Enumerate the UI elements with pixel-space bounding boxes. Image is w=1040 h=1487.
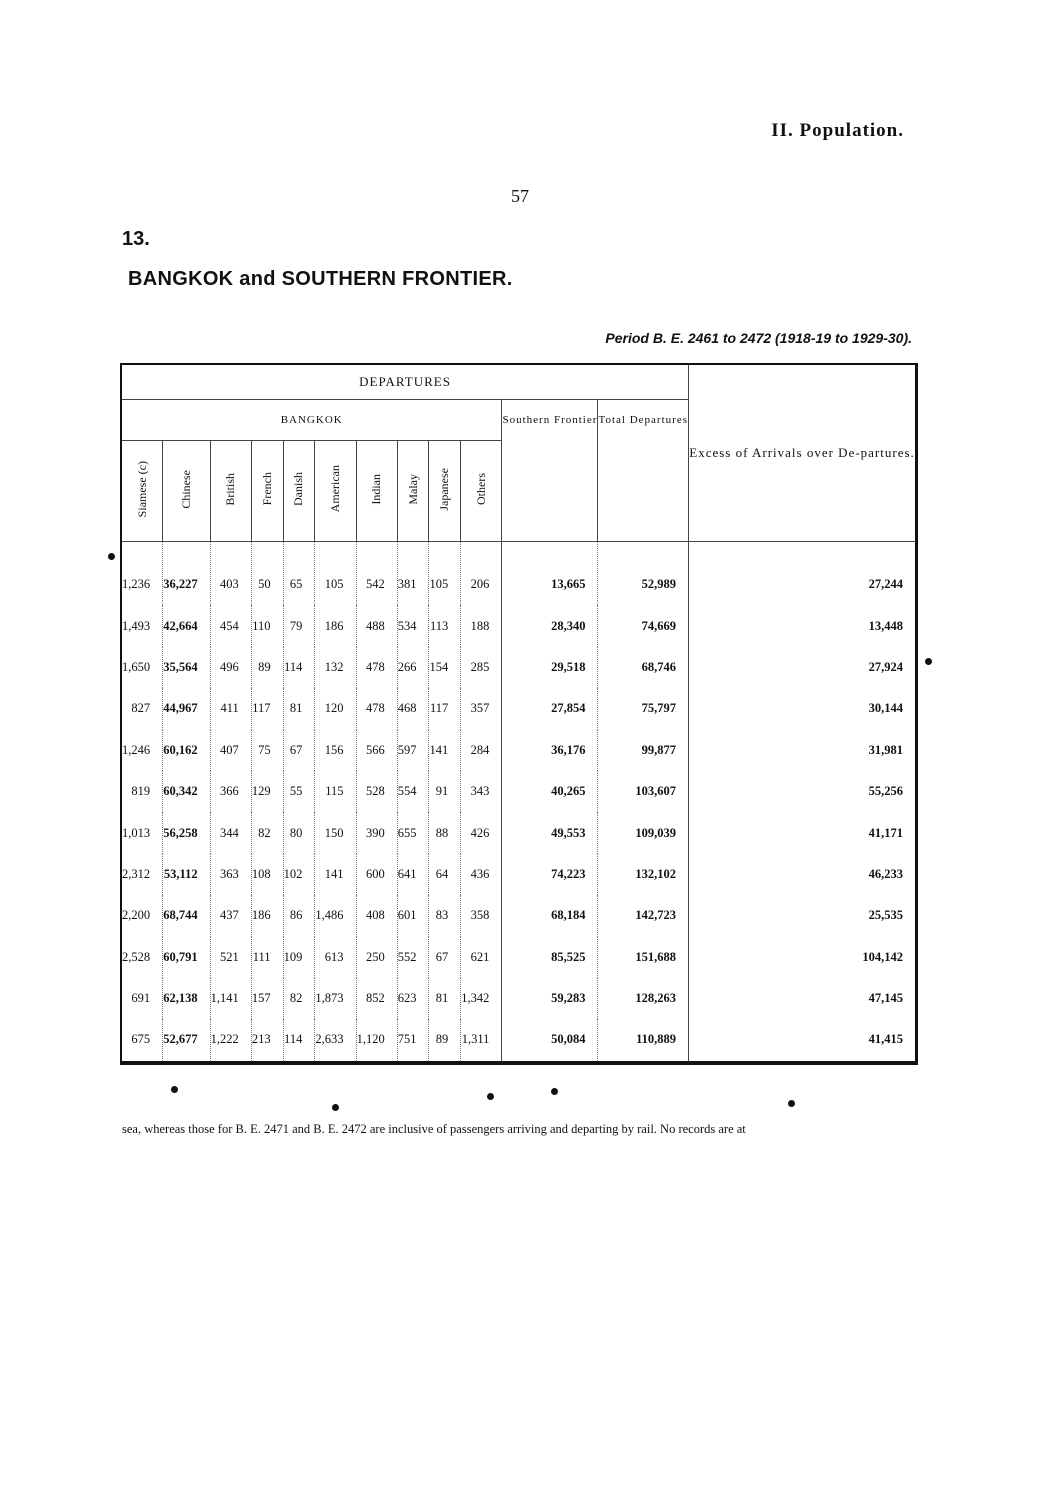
table-cell: 55,256	[689, 771, 917, 812]
table-cell: 827	[131, 701, 151, 716]
table-cell: 2,528	[122, 949, 151, 964]
column-header-label: Siamese (c)	[134, 460, 149, 518]
excess-header: Excess of Arrivals over De-partures.	[689, 364, 917, 542]
table-cell: 115	[315, 771, 356, 812]
table-cell: 151,688	[598, 937, 689, 978]
table-cell: 601	[397, 895, 429, 936]
table-cell: 1,493	[122, 618, 151, 633]
page-number: 57	[511, 186, 529, 206]
table-row	[121, 812, 917, 853]
table-row	[121, 854, 917, 895]
table-cell: 132	[315, 647, 356, 688]
table-cell: 36,227	[163, 542, 210, 606]
table-row	[121, 688, 917, 729]
table-cell: 250	[356, 937, 397, 978]
bangkok-header: BANGKOK	[121, 400, 502, 441]
table-cell: 50	[251, 542, 283, 606]
column-header	[163, 441, 210, 542]
column-header	[397, 441, 429, 542]
table-cell: 27,244	[689, 542, 917, 606]
table-cell: 56,258	[163, 812, 210, 853]
table-cell: 110,889	[598, 1019, 689, 1062]
table-cell: 621	[461, 937, 502, 978]
table-cell: 89	[429, 1019, 461, 1062]
table-cell: 83	[429, 895, 461, 936]
table-cell: 363	[210, 854, 251, 895]
table-cell: 82	[251, 812, 283, 853]
table-cell: 206	[461, 542, 502, 606]
table-cell: 597	[397, 730, 429, 771]
table-cell: 105	[429, 542, 461, 606]
column-header-label: Japanese	[437, 467, 452, 511]
column-header	[429, 441, 461, 542]
table-cell: 534	[397, 605, 429, 646]
table-cell: 141	[429, 730, 461, 771]
table-cell: 613	[315, 937, 356, 978]
table-cell: 74,223	[502, 854, 598, 895]
table-cell: 68,744	[163, 895, 210, 936]
table-cell: 1,311	[461, 1019, 502, 1062]
table-cell: 819	[131, 784, 151, 799]
table-number: 13.	[122, 228, 150, 250]
table-cell: 60,791	[163, 937, 210, 978]
table-cell: 641	[397, 854, 429, 895]
table-cell: 407	[210, 730, 251, 771]
column-header-label: Others	[473, 473, 488, 505]
table-cell: 623	[397, 978, 429, 1019]
column-header-label: American	[327, 465, 342, 513]
table-cell: 675	[131, 1032, 151, 1047]
table-cell: 1,873	[315, 978, 356, 1019]
table-cell: 358	[461, 895, 502, 936]
table-cell: 1,141	[210, 978, 251, 1019]
table-cell: 114	[283, 647, 315, 688]
column-header	[283, 441, 315, 542]
table-cell: 266	[397, 647, 429, 688]
table-cell: 88	[429, 812, 461, 853]
table-cell: 86	[283, 895, 315, 936]
table-cell: 35,564	[163, 647, 210, 688]
table-cell: 109,039	[598, 812, 689, 853]
table-cell: 120	[315, 688, 356, 729]
table-cell: 142,723	[598, 895, 689, 936]
table-cell: 357	[461, 688, 502, 729]
table-row	[121, 895, 917, 936]
table-cell: 64	[429, 854, 461, 895]
table-cell: 81	[429, 978, 461, 1019]
table-cell: 110	[251, 605, 283, 646]
table-cell: 108	[251, 854, 283, 895]
table-cell: 1,013	[122, 825, 151, 840]
table-cell: 156	[315, 730, 356, 771]
section-heading: II. Population.	[771, 120, 904, 141]
table-cell: 468	[397, 688, 429, 729]
table-cell: 403	[210, 542, 251, 606]
table-cell: 132,102	[598, 854, 689, 895]
table-cell: 129	[251, 771, 283, 812]
table-cell: 128,263	[598, 978, 689, 1019]
table-row	[121, 647, 917, 688]
table-cell: 42,664	[163, 605, 210, 646]
table-cell: 186	[315, 605, 356, 646]
table-cell: 285	[461, 647, 502, 688]
table-cell: 52,989	[598, 542, 689, 606]
southern-frontier-header: Southern Frontier	[502, 400, 598, 542]
total-departures-header: Total Departures	[598, 400, 689, 542]
table-cell: 99,877	[598, 730, 689, 771]
table-row	[121, 978, 917, 1019]
table-cell: 114	[283, 1019, 315, 1062]
table-cell: 67	[429, 937, 461, 978]
table-cell: 154	[429, 647, 461, 688]
table-cell: 542	[356, 542, 397, 606]
table-cell: 55	[283, 771, 315, 812]
table-cell: 50,084	[502, 1019, 598, 1062]
table-cell: 1,342	[461, 978, 502, 1019]
table-cell: 496	[210, 647, 251, 688]
table-cell: 655	[397, 812, 429, 853]
column-header-label: French	[259, 472, 274, 506]
table-cell: 59,283	[502, 978, 598, 1019]
table-cell: 528	[356, 771, 397, 812]
table-cell: 49,553	[502, 812, 598, 853]
table-cell: 554	[397, 771, 429, 812]
table-row	[121, 1019, 917, 1062]
table-cell: 852	[356, 978, 397, 1019]
scan-speck	[551, 1088, 558, 1095]
table-cell: 52,677	[163, 1019, 210, 1062]
table-cell: 186	[251, 895, 283, 936]
table-row	[121, 605, 917, 646]
table-row	[121, 730, 917, 771]
table-cell: 53,112	[163, 854, 210, 895]
table-cell: 27,854	[502, 688, 598, 729]
table-cell: 80	[283, 812, 315, 853]
table-cell: 40,265	[502, 771, 598, 812]
table-cell: 213	[251, 1019, 283, 1062]
table-cell: 102	[283, 854, 315, 895]
table-cell: 113	[429, 605, 461, 646]
column-header-label: Indian	[369, 473, 384, 505]
table-cell: 79	[283, 605, 315, 646]
table-cell: 62,138	[163, 978, 210, 1019]
table-cell: 85,525	[502, 937, 598, 978]
table-cell: 454	[210, 605, 251, 646]
table-row	[121, 771, 917, 812]
scan-speck	[108, 553, 115, 560]
table-cell: 552	[397, 937, 429, 978]
table-cell: 91	[429, 771, 461, 812]
table-cell: 411	[210, 688, 251, 729]
table-cell: 691	[131, 991, 151, 1006]
table-cell: 1,120	[356, 1019, 397, 1062]
scan-speck	[171, 1086, 178, 1093]
column-header-label: British	[223, 472, 238, 506]
table-cell: 31,981	[689, 730, 917, 771]
table-cell: 68,184	[502, 895, 598, 936]
table-cell: 13,665	[502, 542, 598, 606]
table-cell: 2,312	[122, 866, 151, 881]
table-cell: 188	[461, 605, 502, 646]
period-label: Period B. E. 2461 to 2472 (1918-19 to 1929-30).	[605, 330, 912, 346]
table-cell: 27,924	[689, 647, 917, 688]
column-header	[356, 441, 397, 542]
table-cell: 46,233	[689, 854, 917, 895]
table-cell: 30,144	[689, 688, 917, 729]
table-cell: 60,342	[163, 771, 210, 812]
departures-header: DEPARTURES	[121, 364, 689, 400]
table-cell: 13,448	[689, 605, 917, 646]
table-cell: 75,797	[598, 688, 689, 729]
table-cell: 2,633	[315, 1019, 356, 1062]
table-cell: 103,607	[598, 771, 689, 812]
table-cell: 437	[210, 895, 251, 936]
table-cell: 25,535	[689, 895, 917, 936]
table-cell: 65	[283, 542, 315, 606]
table-row	[121, 542, 917, 606]
table-cell: 41,415	[689, 1019, 917, 1062]
table-cell: 751	[397, 1019, 429, 1062]
table-cell: 150	[315, 812, 356, 853]
table-cell: 1,486	[315, 895, 356, 936]
scan-speck	[788, 1100, 795, 1107]
table-cell: 117	[251, 688, 283, 729]
table-cell: 36,176	[502, 730, 598, 771]
column-header-label: Chinese	[178, 469, 193, 509]
table-cell: 600	[356, 854, 397, 895]
column-header-label: Danish	[291, 472, 306, 506]
column-header	[121, 441, 163, 542]
table-cell: 1,246	[122, 742, 151, 757]
table-cell: 74,669	[598, 605, 689, 646]
table-cell: 478	[356, 647, 397, 688]
column-header	[251, 441, 283, 542]
table-cell: 436	[461, 854, 502, 895]
table-cell: 1,222	[210, 1019, 251, 1062]
scan-speck	[487, 1093, 494, 1100]
table-cell: 381	[397, 542, 429, 606]
table-cell: 1,236	[122, 577, 151, 592]
table-cell: 81	[283, 688, 315, 729]
table-title: BANGKOK and SOUTHERN FRONTIER.	[128, 268, 513, 290]
table-cell: 89	[251, 647, 283, 688]
table-cell: 488	[356, 605, 397, 646]
table-cell: 284	[461, 730, 502, 771]
table-cell: 28,340	[502, 605, 598, 646]
table-cell: 41,171	[689, 812, 917, 853]
table-cell: 104,142	[689, 937, 917, 978]
table-cell: 44,967	[163, 688, 210, 729]
column-header	[461, 441, 502, 542]
table-cell: 117	[429, 688, 461, 729]
table-cell: 366	[210, 771, 251, 812]
table-row	[121, 937, 917, 978]
column-header	[315, 441, 356, 542]
table-cell: 157	[251, 978, 283, 1019]
table-cell: 390	[356, 812, 397, 853]
table-cell: 109	[283, 937, 315, 978]
column-header-label: Malay	[405, 473, 420, 505]
column-header	[210, 441, 251, 542]
table-cell: 521	[210, 937, 251, 978]
table-cell: 2,200	[122, 908, 151, 923]
table-cell: 344	[210, 812, 251, 853]
table-cell: 47,145	[689, 978, 917, 1019]
scan-speck	[925, 658, 932, 665]
table-cell: 141	[315, 854, 356, 895]
table-cell: 478	[356, 688, 397, 729]
departures-table	[120, 363, 918, 1065]
table-cell: 60,162	[163, 730, 210, 771]
table-cell: 67	[283, 730, 315, 771]
table-cell: 426	[461, 812, 502, 853]
scan-speck	[332, 1104, 339, 1111]
table-cell: 105	[315, 542, 356, 606]
table-cell: 68,746	[598, 647, 689, 688]
table-cell: 566	[356, 730, 397, 771]
table-cell: 1,650	[122, 659, 151, 674]
table-cell: 111	[251, 937, 283, 978]
table-cell: 408	[356, 895, 397, 936]
table-cell: 29,518	[502, 647, 598, 688]
table-cell: 82	[283, 978, 315, 1019]
table-cell: 343	[461, 771, 502, 812]
footnote: sea, whereas those for B. E. 2471 and B. E. 2472 are inclusive of passengers arriving and departing by rail. No records are at	[122, 1122, 746, 1136]
table-cell: 75	[251, 730, 283, 771]
